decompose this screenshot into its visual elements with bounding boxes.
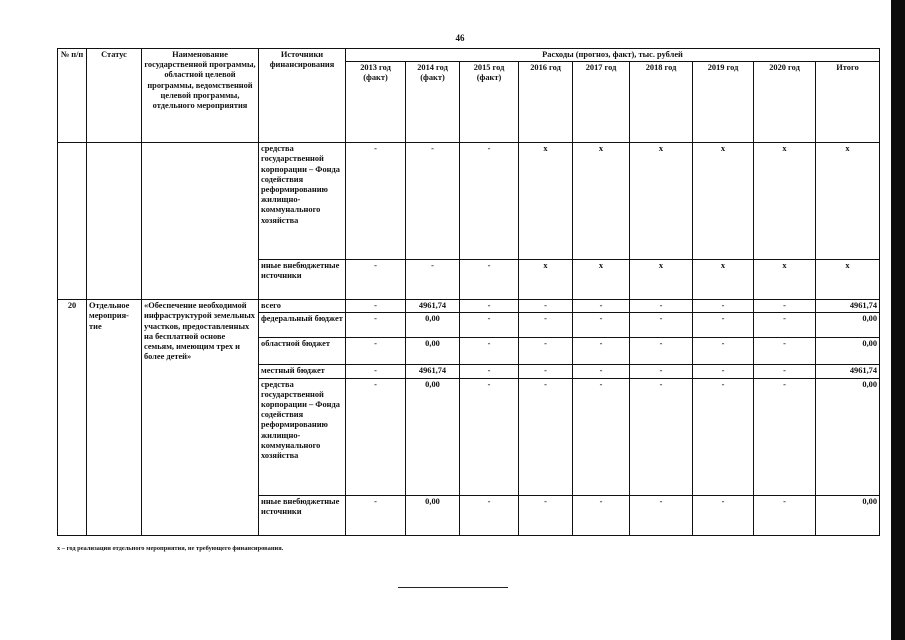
- total-cell: 4961,74: [816, 300, 880, 313]
- total-cell: 0,00: [816, 378, 880, 495]
- empty-cell: [58, 143, 87, 300]
- source-cell: всего: [259, 300, 346, 313]
- value-cell: -: [573, 338, 630, 365]
- value-cell: -: [693, 300, 754, 313]
- header-num: № п/п: [58, 49, 87, 143]
- empty-cell: [142, 143, 259, 300]
- value-cell: -: [460, 143, 519, 260]
- value-cell: -: [754, 313, 816, 338]
- value-cell: -: [693, 313, 754, 338]
- value-cell: -: [346, 365, 406, 378]
- financing-table: [57, 48, 880, 536]
- item-status: Отдельное мероприя-тие: [87, 300, 142, 535]
- value-cell: x: [573, 143, 630, 260]
- value-cell: -: [573, 378, 630, 495]
- value-cell: -: [346, 260, 406, 300]
- value-cell: -: [519, 313, 573, 338]
- value-cell: -: [346, 495, 406, 535]
- value-cell: -: [693, 365, 754, 378]
- value-cell: 0,00: [406, 378, 460, 495]
- header-total: Итого: [816, 62, 880, 143]
- source-cell: средства государственной корпорации – Фонда содействия реформированию жилищно-коммунального хозяйства: [259, 378, 346, 495]
- source-cell: иные внебюджетные источники: [259, 495, 346, 535]
- value-cell: -: [573, 313, 630, 338]
- value-cell: x: [816, 143, 880, 260]
- value-cell: -: [630, 338, 693, 365]
- table-row: [58, 143, 880, 260]
- value-cell: -: [630, 365, 693, 378]
- page-number: 46: [455, 33, 465, 43]
- source-cell: местный бюджет: [259, 365, 346, 378]
- value-cell: -: [519, 300, 573, 313]
- empty-cell: [87, 143, 142, 300]
- value-cell: -: [346, 300, 406, 313]
- header-year: 2013 год (факт): [346, 62, 406, 143]
- value-cell: -: [346, 378, 406, 495]
- header-status: Статус: [87, 49, 142, 143]
- header-year: 2018 год: [630, 62, 693, 143]
- value-cell: 4961,74: [406, 365, 460, 378]
- header-year: 2017 год: [573, 62, 630, 143]
- item-name: «Обеспечение необходимой инфраструктурой земельных участков, предоставленных на бесплатной основе семьям, имеющим трех и более детей»: [142, 300, 259, 535]
- value-cell: -: [346, 338, 406, 365]
- value-cell: -: [754, 300, 816, 313]
- value-cell: -: [519, 378, 573, 495]
- value-cell: -: [754, 365, 816, 378]
- scan-edge-bar: [891, 0, 905, 640]
- value-cell: -: [460, 313, 519, 338]
- source-cell: иные внебюджетные источники: [259, 260, 346, 300]
- item-number: 20: [58, 300, 87, 535]
- value-cell: 0,00: [406, 338, 460, 365]
- header-name: Наименование государственной программы, областной целевой программы, ведомственной целевой программы, отдельного мероприятия: [142, 49, 259, 143]
- value-cell: -: [573, 495, 630, 535]
- value-cell: -: [346, 143, 406, 260]
- value-cell: x: [754, 143, 816, 260]
- source-cell: областной бюджет: [259, 338, 346, 365]
- value-cell: x: [816, 260, 880, 300]
- value-cell: x: [693, 260, 754, 300]
- header-year: 2019 год: [693, 62, 754, 143]
- value-cell: x: [630, 260, 693, 300]
- value-cell: x: [693, 143, 754, 260]
- value-cell: -: [519, 365, 573, 378]
- header-year: 2014 год (факт): [406, 62, 460, 143]
- value-cell: -: [630, 313, 693, 338]
- value-cell: -: [754, 495, 816, 535]
- value-cell: x: [519, 260, 573, 300]
- footnote: x – год реализации отдельного мероприятия, не требующего финансирования.: [57, 545, 284, 552]
- value-cell: -: [406, 143, 460, 260]
- value-cell: -: [460, 365, 519, 378]
- source-cell: средства государственной корпорации – Фонда содействия реформированию жилищно-коммунального хозяйства: [259, 143, 346, 260]
- value-cell: x: [573, 260, 630, 300]
- value-cell: x: [519, 143, 573, 260]
- table-row: [58, 300, 880, 313]
- value-cell: -: [693, 495, 754, 535]
- value-cell: -: [693, 338, 754, 365]
- value-cell: -: [460, 378, 519, 495]
- total-cell: 0,00: [816, 495, 880, 535]
- value-cell: -: [460, 495, 519, 535]
- value-cell: 4961,74: [406, 300, 460, 313]
- value-cell: -: [519, 338, 573, 365]
- header-source: Источники финансирования: [259, 49, 346, 143]
- header-year: 2020 год: [754, 62, 816, 143]
- value-cell: x: [630, 143, 693, 260]
- value-cell: -: [754, 378, 816, 495]
- value-cell: -: [460, 338, 519, 365]
- total-cell: 0,00: [816, 313, 880, 338]
- source-cell: федеральный бюджет: [259, 313, 346, 338]
- value-cell: -: [346, 313, 406, 338]
- header-year: 2016 год: [519, 62, 573, 143]
- value-cell: -: [406, 260, 460, 300]
- value-cell: -: [573, 365, 630, 378]
- value-cell: -: [693, 378, 754, 495]
- value-cell: -: [630, 495, 693, 535]
- value-cell: 0,00: [406, 313, 460, 338]
- value-cell: 0,00: [406, 495, 460, 535]
- header-expenses: Расходы (прогноз, факт), тыс. рублей: [346, 49, 880, 62]
- total-cell: 4961,74: [816, 365, 880, 378]
- value-cell: -: [754, 338, 816, 365]
- value-cell: -: [573, 300, 630, 313]
- value-cell: -: [460, 260, 519, 300]
- header-row: [58, 49, 880, 62]
- value-cell: x: [754, 260, 816, 300]
- header-year: 2015 год (факт): [460, 62, 519, 143]
- total-cell: 0,00: [816, 338, 880, 365]
- separator-line: [398, 587, 508, 588]
- value-cell: -: [630, 378, 693, 495]
- value-cell: -: [630, 300, 693, 313]
- value-cell: -: [460, 300, 519, 313]
- value-cell: -: [519, 495, 573, 535]
